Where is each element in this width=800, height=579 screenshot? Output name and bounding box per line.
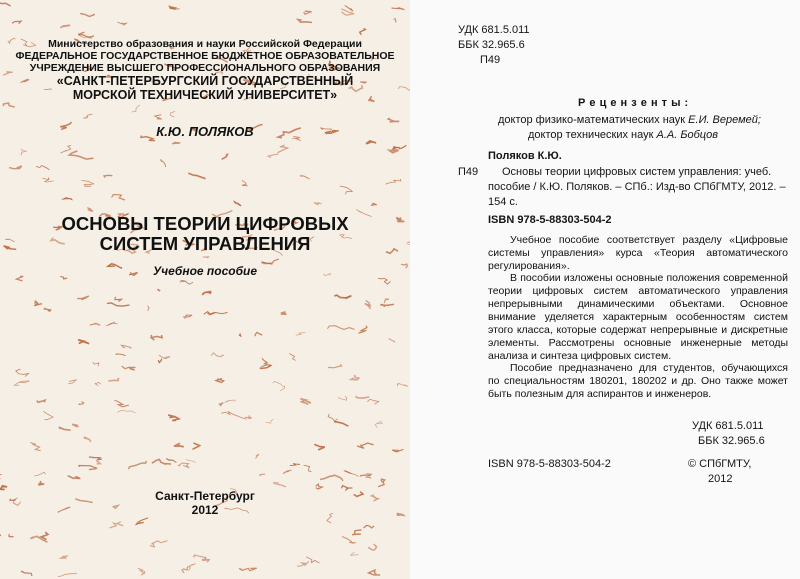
cover-pattern-stroke	[61, 556, 68, 559]
cover-pattern-stroke	[203, 257, 209, 258]
cover-pattern-stroke	[277, 146, 287, 153]
cover-pattern-stroke	[34, 472, 45, 476]
cover-title-line: ОСНОВЫ ТЕОРИИ ЦИФРОВЫХ	[61, 213, 349, 234]
bibliographic-line: 154 с.	[488, 196, 518, 208]
reviewer-2-degree: доктор технических наук	[528, 129, 657, 141]
cover-pattern-stroke	[0, 475, 2, 479]
cover-pattern-stroke	[334, 422, 348, 427]
cover-university-line: «САНКТ-ПЕТЕРБУРГСКИЙ ГОСУДАРСТВЕННЫЙ	[56, 74, 354, 88]
cover-pattern-stroke	[186, 459, 195, 463]
cover-pattern-stroke	[211, 353, 224, 357]
cover-pattern-stroke	[60, 146, 71, 154]
cover-pattern-stroke	[339, 396, 347, 400]
cover-pattern-stroke	[21, 149, 26, 155]
cover-pattern-stroke	[159, 355, 170, 358]
cover-pattern-stroke	[301, 175, 310, 179]
cover-pattern-stroke	[83, 114, 92, 118]
cover-pattern-stroke	[166, 458, 176, 462]
cover-pattern-stroke	[256, 454, 259, 459]
cover-pattern-stroke	[189, 564, 196, 571]
cover-pattern-stroke	[89, 457, 102, 460]
cover-pattern-stroke	[361, 475, 372, 476]
cover-pattern-stroke	[9, 534, 14, 537]
cover-pattern-stroke	[384, 299, 389, 303]
cover-pattern-stroke	[300, 399, 310, 405]
cover-pattern-stroke	[352, 530, 362, 535]
cover-pattern-stroke	[79, 466, 97, 470]
cover-pattern-stroke	[397, 383, 408, 386]
cover-pattern-stroke	[68, 380, 76, 384]
cover-pattern-stroke	[44, 308, 50, 311]
reviewers-heading: Р е ц е н з е н т ы :	[578, 97, 689, 109]
cover-pattern-stroke	[151, 335, 162, 340]
cover-pattern-stroke	[261, 259, 278, 264]
cover-pattern-stroke	[43, 411, 53, 420]
cover-pattern-stroke	[364, 525, 374, 528]
cover-pattern-stroke	[327, 326, 354, 330]
cover-pattern-stroke	[174, 443, 184, 447]
left-author-mark: П49	[458, 166, 479, 178]
copyright-year: 2012	[708, 473, 733, 485]
cover-pattern-stroke	[266, 419, 274, 423]
cover-pattern-stroke	[389, 339, 395, 343]
cover-pattern-stroke	[259, 474, 265, 476]
cover-ministry-line: Министерство образования и науки Российской Федерации	[48, 38, 362, 50]
author-mark: П49	[480, 54, 501, 66]
cover-pattern-stroke	[320, 475, 343, 481]
cover-author: К.Ю. ПОЛЯКОВ	[156, 124, 254, 139]
cover-pattern-stroke	[255, 332, 262, 336]
cover-pattern-stroke	[328, 414, 337, 422]
cover-pattern-stroke	[12, 21, 21, 24]
cover-pattern-stroke	[304, 11, 312, 14]
isbn-bottom: ISBN 978-5-88303-504-2	[488, 458, 611, 470]
cover-pattern-stroke	[351, 375, 359, 380]
annotation-paragraph: Пособие предназначено для студентов, обучающихся по специальностям 180201, 180202 и др. Оно также может быть полезным для аспирантов и инженеров.	[488, 362, 788, 400]
cover-pattern-stroke	[62, 198, 72, 200]
cover-pattern-stroke	[225, 400, 236, 403]
cover-pattern-stroke	[389, 148, 398, 153]
cover-pattern-stroke	[360, 29, 366, 35]
cover-pattern-stroke	[367, 399, 378, 404]
bbk-code: ББК 32.965.6	[458, 39, 525, 51]
cover-pattern-stroke	[128, 461, 146, 469]
cover-pattern-stroke	[193, 554, 206, 557]
cover-pattern-stroke	[72, 424, 78, 427]
cover-pattern-stroke	[395, 18, 396, 22]
cover-pattern-stroke	[138, 568, 145, 575]
cover-pattern-stroke	[378, 278, 390, 284]
cover-pattern-stroke	[355, 396, 369, 398]
cover-pattern-stroke	[116, 354, 126, 356]
cover-pattern-stroke	[114, 400, 129, 407]
cover-pattern-stroke	[342, 537, 356, 544]
cover-pattern-stroke	[161, 159, 166, 167]
cover-pattern-stroke	[380, 304, 394, 307]
cover-pattern-stroke	[298, 20, 312, 23]
cover-pattern-stroke	[15, 381, 30, 385]
cover-pattern-stroke	[158, 359, 161, 363]
cover-pattern-stroke	[281, 312, 287, 314]
bibliographic-author: Поляков К.Ю.	[488, 150, 562, 162]
cover-pattern-stroke	[108, 378, 118, 381]
cover-pattern-stroke	[80, 14, 95, 17]
cover-pattern-stroke	[388, 118, 400, 122]
cover-pattern-stroke	[334, 295, 351, 298]
bibliographic-line: Основы теории цифровых систем управления: учеб.	[502, 166, 772, 178]
cover-pattern-stroke	[242, 181, 248, 186]
cover-pattern-stroke	[3, 103, 14, 107]
cover-pattern-stroke	[182, 567, 189, 573]
cover-pattern-stroke	[69, 151, 93, 159]
cover-pattern-stroke	[351, 552, 359, 555]
cover-pattern-stroke	[104, 175, 112, 177]
cover-year: 2012	[191, 503, 219, 517]
cover-pattern-stroke	[180, 280, 194, 284]
cover-pattern-stroke	[239, 568, 257, 571]
cover-ministry-line: ФЕДЕРАЛЬНОЕ ГОСУДАРСТВЕННОЕ БЮДЖЕТНОЕ ОБРАЗОВАТЕЛЬНОЕ	[15, 50, 395, 62]
cover-pattern-stroke	[41, 532, 48, 540]
cover-university-line: МОРСКОЙ ТЕХНИЧЕСКИЙ УНИВЕРСИТЕТ»	[72, 88, 338, 102]
cover-pattern-stroke	[394, 145, 407, 149]
cover-pattern-stroke	[36, 166, 49, 170]
cover-pattern-stroke	[157, 289, 160, 291]
cover-pattern-stroke	[366, 141, 376, 144]
cover-pattern-stroke	[221, 412, 246, 420]
cover-pattern-stroke	[368, 544, 377, 550]
annotation-paragraph: В пособии изложены основные положения современной теории цифровых систем автоматического управления непрерывными динамическими объектами. Основное внимание уделяется характерным особенностям систем этого класса, которые содержат непрерывные и дискретные элементы. Рассмотрены основные инженерные методы анализа и синтеза цифровых систем.	[488, 272, 788, 362]
cover-pattern-stroke	[95, 383, 100, 386]
cover-pattern-stroke	[202, 291, 211, 295]
cover-pattern-stroke	[90, 323, 100, 325]
cover-pattern-stroke	[314, 444, 324, 450]
cover-pattern-stroke	[340, 186, 352, 194]
reviewer-1	[498, 114, 761, 127]
cover-pattern-stroke	[0, 533, 1, 536]
cover-pattern-stroke	[261, 358, 267, 366]
cover-pattern-stroke	[34, 301, 42, 306]
reviewer-2-name: А.А. Бобцов	[656, 129, 718, 141]
cover-pattern-stroke	[115, 297, 122, 302]
cover-pattern-stroke	[79, 402, 84, 405]
cover-pattern-stroke	[107, 303, 130, 306]
copyright: © СПбГМТУ,	[688, 458, 752, 470]
cover-pattern-stroke	[150, 541, 168, 547]
cover-pattern-stroke	[136, 518, 148, 525]
bibliographic-line: пособие / К.Ю. Поляков. – СПб.: Изд-во СПбГМТУ, 2012. –	[488, 181, 786, 193]
cover-pattern-stroke	[219, 403, 223, 407]
cover-pattern-stroke	[112, 195, 125, 200]
cover-title	[0, 214, 410, 254]
cover-pattern-stroke	[290, 464, 300, 466]
reviewer-2	[528, 129, 718, 142]
cover-pattern-stroke	[188, 173, 205, 179]
cover-pattern-stroke	[369, 570, 381, 575]
cover-pattern-stroke	[386, 179, 401, 184]
reviewer-1-degree: доктор физико-математических наук	[498, 114, 689, 126]
cover-pattern-stroke	[9, 166, 22, 169]
title-verso-page	[410, 0, 800, 579]
cover-pattern-stroke	[30, 443, 40, 451]
cover-pattern-stroke	[273, 483, 286, 487]
cover-imprint	[0, 489, 410, 517]
cover-pattern-stroke	[81, 181, 93, 187]
cover-pattern-stroke	[59, 427, 71, 430]
cover-pattern-stroke	[245, 416, 252, 419]
cover-pattern-stroke	[328, 364, 342, 368]
cover-city: Санкт-Петербург	[155, 489, 255, 503]
cover-ministry-block	[0, 38, 410, 102]
cover-pattern-stroke	[235, 202, 242, 206]
reviewer-1-name: Е.И. Веремей;	[688, 114, 761, 126]
cover-pattern-stroke	[392, 8, 405, 10]
cover-title-line: СИСТЕМ УПРАВЛЕНИЯ	[99, 233, 311, 254]
cover-pattern-stroke	[117, 410, 136, 413]
cover-pattern-stroke	[87, 208, 93, 212]
cover-subtitle: Учебное пособие	[152, 264, 258, 278]
cover-pattern-stroke	[365, 301, 371, 309]
cover-pattern-stroke	[239, 334, 241, 337]
cover-pattern-stroke	[106, 322, 117, 326]
bbk-bottom: ББК 32.965.6	[698, 435, 765, 447]
cover-pattern-stroke	[314, 202, 321, 205]
cover-pattern-stroke	[183, 315, 192, 319]
udk-bottom: УДК 681.5.011	[692, 420, 764, 432]
cover-pattern-stroke	[216, 379, 224, 383]
cover-pattern-stroke	[77, 296, 89, 300]
isbn: ISBN 978-5-88303-504-2	[488, 214, 612, 226]
cover-pattern-stroke	[208, 313, 215, 315]
cover-pattern-stroke	[366, 474, 372, 479]
cover-pattern-stroke	[304, 465, 312, 472]
cover-pattern-stroke	[359, 326, 367, 334]
cover-pattern-stroke	[0, 2, 11, 6]
cover-pattern-stroke	[96, 462, 100, 465]
cover-pattern-stroke	[273, 381, 285, 391]
cover-pattern-stroke	[93, 362, 99, 366]
cover-pattern-stroke	[21, 571, 32, 576]
cover-pattern-stroke	[375, 421, 382, 427]
cover-pattern-stroke	[222, 154, 229, 159]
cover-pattern-stroke	[179, 463, 190, 468]
udk-code: УДК 681.5.011	[458, 24, 530, 36]
cover-pattern-stroke	[357, 443, 373, 448]
cover-pattern-stroke	[68, 476, 81, 479]
cover-pattern-stroke	[296, 333, 306, 336]
cover-pattern-stroke	[84, 437, 91, 442]
cover-pattern-stroke	[268, 154, 278, 157]
annotation-paragraph: Учебное пособие соответствует разделу «Цифровые системы управления» курса «Теория автоматического регулирования».	[488, 234, 788, 272]
cover-pattern-stroke	[168, 415, 179, 421]
cover-pattern-stroke	[344, 471, 359, 477]
cover-pattern-stroke	[392, 449, 403, 452]
cover-pattern-stroke	[122, 345, 132, 348]
cover-pattern-stroke	[110, 522, 124, 528]
cover-pattern-stroke	[122, 366, 136, 370]
cover-pattern-stroke	[42, 178, 53, 182]
cover-pattern-stroke	[147, 306, 149, 311]
cover-pattern-stroke	[16, 369, 29, 377]
cover-pattern-stroke	[297, 561, 309, 566]
cover-pattern-stroke	[172, 143, 180, 144]
cover-pattern-stroke	[193, 443, 200, 449]
cover-pattern-stroke	[58, 574, 77, 577]
cover-pattern-stroke	[117, 22, 126, 25]
cover-pattern-stroke	[372, 203, 377, 205]
cover-pattern-stroke	[170, 111, 175, 117]
cover-pattern-stroke	[60, 25, 70, 28]
cover-pattern-stroke	[38, 481, 44, 485]
cover-pattern-stroke	[132, 105, 140, 112]
cover-pattern-stroke	[155, 115, 162, 119]
cover-ministry-line: УЧРЕЖДЕНИЕ ВЫСШЕГО ПРОФЕССИОНАЛЬНОГО ОБРАЗОВАНИЯ	[29, 62, 381, 74]
cover-pattern-stroke	[37, 400, 46, 402]
cover-pattern-stroke	[378, 479, 385, 487]
cover-pattern-stroke	[78, 340, 89, 344]
cover-pattern-stroke	[283, 470, 292, 474]
cover-pattern-stroke	[289, 354, 296, 361]
